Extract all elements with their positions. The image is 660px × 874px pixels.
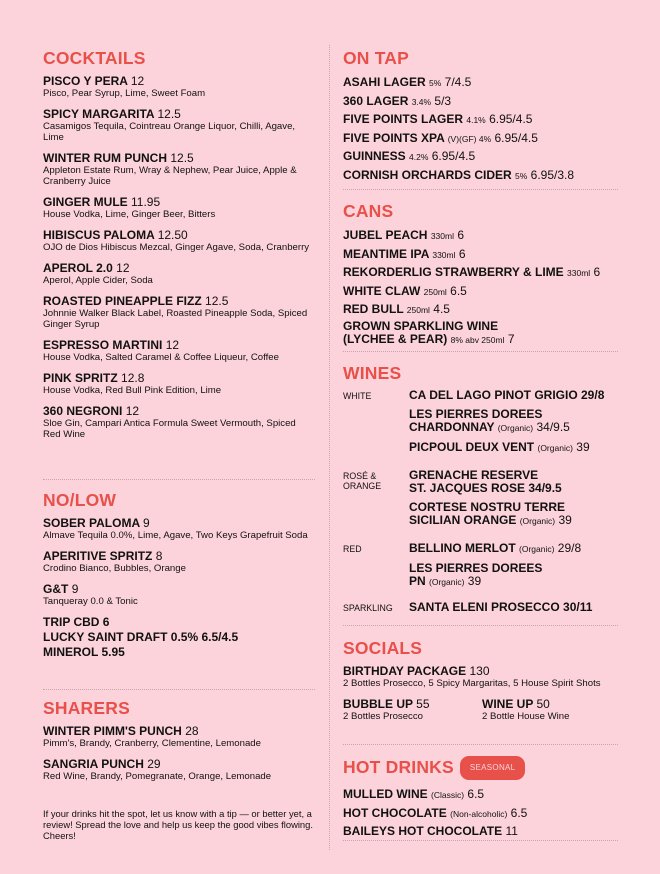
ontap-list bbox=[343, 74, 618, 185]
item-name bbox=[43, 371, 315, 385]
item-detail: 5% bbox=[515, 170, 528, 181]
item-price: 11.95 bbox=[131, 195, 161, 209]
item-detail: 330ml bbox=[430, 231, 454, 241]
social-item: WINE UP 50 2 Bottle House Wine bbox=[482, 697, 570, 722]
item-price: 29 bbox=[147, 757, 161, 771]
item-detail: (Non-alcoholic) bbox=[450, 808, 508, 819]
item-description: Casamigos Tequila, Cointreau Orange Liquor, Chilli, Agave, Lime bbox=[43, 121, 296, 143]
nolow-item bbox=[43, 549, 315, 574]
socials-heading: SOCIALS bbox=[343, 638, 423, 658]
item-price: 9 bbox=[71, 582, 79, 596]
tap-item bbox=[343, 130, 618, 149]
divider bbox=[343, 744, 618, 745]
hotdrink-item bbox=[343, 805, 618, 824]
item-price: 12.50 bbox=[157, 228, 188, 242]
item-title: RED BULL bbox=[343, 302, 404, 316]
item-title: MEANTIME IPA bbox=[343, 246, 429, 261]
item-price: 12.5 bbox=[170, 151, 194, 165]
ontap-heading: ON TAP bbox=[343, 48, 410, 68]
item-name bbox=[43, 549, 315, 563]
item-name bbox=[43, 516, 315, 530]
seasonal-badge: SEASONAL bbox=[460, 756, 526, 780]
item-name bbox=[43, 338, 315, 352]
item-title: SOBER PALOMA bbox=[43, 516, 140, 530]
wine-category-label: WHITE bbox=[343, 391, 372, 401]
item-price: 12 bbox=[130, 74, 145, 88]
wines-section bbox=[343, 363, 618, 620]
item-description: House Vodka, Red Bull Pink Edition, Lime bbox=[43, 385, 222, 396]
wine-item: BELLINO MERLOT (Organic) 29/8 bbox=[409, 541, 582, 555]
item-title: WINTER RUM PUNCH bbox=[43, 151, 167, 165]
sharers-section bbox=[43, 698, 315, 790]
wine-item: LES PIERRES DOREES PN (Organic) 39 bbox=[409, 561, 543, 588]
item-title: FIVE POINTS XPA bbox=[343, 130, 445, 145]
divider bbox=[43, 479, 315, 480]
hotdrink-item bbox=[343, 823, 618, 841]
item-description: Aperol, Apple Cider, Soda bbox=[43, 275, 153, 286]
item-price: 6 bbox=[457, 228, 464, 242]
nolow-item bbox=[43, 516, 315, 541]
wine-item: GRENACHE RESERVE ST. JACQUES ROSE 34/9.5 bbox=[409, 468, 562, 495]
wine-group-white bbox=[343, 389, 618, 455]
item-title: FIVE POINTS LAGER bbox=[343, 112, 464, 126]
cans-section bbox=[343, 201, 618, 347]
cocktail-item bbox=[43, 195, 315, 220]
item-name bbox=[43, 107, 315, 121]
item-description: Pisco, Pear Syrup, Lime, Sweet Foam bbox=[43, 88, 206, 99]
can-item bbox=[343, 301, 618, 320]
ontap-section bbox=[343, 48, 618, 185]
cocktail-item bbox=[43, 404, 315, 440]
item-price: 6.5 bbox=[467, 787, 485, 801]
item-title: GUINNESS bbox=[343, 149, 406, 163]
item-price: 6.95/4.5 bbox=[489, 112, 533, 126]
item-description: Appleton Estate Rum, Wray & Nephew, Pear Juice, Apple & Cranberry Juice bbox=[43, 165, 297, 187]
item-price: 4.5 bbox=[433, 302, 450, 316]
item-detail: (V)(GF) 4% bbox=[447, 133, 492, 144]
item-description: Crodino Bianco, Bubbles, Orange bbox=[43, 563, 186, 574]
item-name bbox=[43, 151, 315, 165]
item-description: Sloe Gin, Campari Antica Formula Sweet Vermouth, Spiced Red Wine bbox=[43, 418, 296, 440]
item-price: 6.95/4.5 bbox=[431, 149, 476, 163]
item-title: CORNISH ORCHARDS CIDER bbox=[343, 167, 512, 182]
divider bbox=[43, 689, 315, 690]
item-detail: 330ml bbox=[432, 249, 456, 260]
nolow-list bbox=[43, 516, 315, 660]
item-title: HIBISCUS PALOMA bbox=[43, 228, 155, 242]
item-description: Johnnie Walker Black Label, Roasted Pineapple Soda, Spiced Ginger Syrup bbox=[43, 308, 308, 330]
item-detail: 4.2% bbox=[409, 152, 429, 162]
column-divider bbox=[329, 45, 330, 850]
item-detail: (Classic) bbox=[431, 790, 465, 800]
nolow-item: TRIP CBD 6 bbox=[43, 615, 110, 629]
hotdrinks-heading: HOT DRINKS SEASONAL bbox=[343, 756, 618, 780]
item-title: SPICY MARGARITA bbox=[43, 107, 155, 121]
cocktail-item bbox=[43, 107, 315, 143]
item-price: 6.95/4.5 bbox=[494, 130, 538, 145]
hotdrinks-section bbox=[343, 756, 618, 841]
social-item: BIRTHDAY PACKAGE 130 2 Bottles Prosecco, 5 Spicy Margaritas, 5 House Spirit Shots bbox=[343, 664, 601, 689]
item-price: 12.5 bbox=[157, 107, 181, 121]
wine-item: PICPOUL DEUX VENT (Organic) 39 bbox=[409, 440, 590, 454]
item-price: 12.5 bbox=[205, 294, 229, 308]
cocktail-item bbox=[43, 371, 315, 396]
item-name bbox=[43, 228, 315, 242]
item-name bbox=[43, 74, 315, 88]
sharer-item bbox=[43, 724, 315, 749]
item-title: APERITIVE SPRITZ bbox=[43, 549, 153, 563]
item-title: APEROL 2.0 bbox=[43, 261, 113, 275]
can-item bbox=[343, 246, 618, 265]
item-detail: 250ml bbox=[423, 286, 447, 297]
wine-category-label: ROSÉ & ORANGE bbox=[343, 471, 382, 491]
cocktails-heading: COCKTAILS bbox=[43, 48, 146, 68]
can-item bbox=[343, 227, 618, 246]
wines-heading: WINES bbox=[343, 363, 402, 383]
cocktail-item bbox=[43, 151, 315, 187]
nolow-heading: NO/LOW bbox=[43, 490, 117, 510]
item-price: 6 bbox=[458, 246, 466, 261]
item-name bbox=[43, 757, 315, 771]
item-name bbox=[43, 294, 315, 308]
item-description: Pimm's, Brandy, Cranberry, Clementine, Lemonade bbox=[43, 738, 261, 749]
cocktails-section bbox=[43, 48, 315, 448]
nolow-section bbox=[43, 490, 315, 660]
item-name bbox=[43, 404, 315, 418]
item-detail: 5% bbox=[429, 78, 442, 88]
wine-category-label: RED bbox=[343, 544, 362, 554]
cocktails-list bbox=[43, 74, 315, 440]
item-description: Tanqueray 0.0 & Tonic bbox=[43, 596, 138, 607]
can-item: GROWN SPARKLING WINE (LYCHEE & PEAR) 8% abv 250ml 7 bbox=[343, 318, 515, 346]
wine-item: CA DEL LAGO PINOT GRIGIO 29/8 bbox=[409, 388, 605, 402]
wine-item: SANTA ELENI PROSECCO 30/11 bbox=[409, 600, 593, 614]
item-title: PINK SPRITZ bbox=[43, 371, 118, 385]
nolow-item bbox=[43, 582, 315, 607]
item-title: MULLED WINE bbox=[343, 787, 428, 801]
item-title: SANGRIA PUNCH bbox=[43, 757, 144, 771]
item-price: 12 bbox=[125, 404, 140, 418]
wine-group-sparkling bbox=[343, 601, 618, 614]
item-description: House Vodka, Lime, Ginger Beer, Bitters bbox=[43, 209, 216, 220]
tap-item bbox=[343, 148, 618, 167]
wine-group-red bbox=[343, 542, 618, 589]
cocktail-item bbox=[43, 261, 315, 286]
item-title: JUBEL PEACH bbox=[343, 228, 428, 242]
tap-item bbox=[343, 167, 618, 186]
item-price: 6.5 bbox=[450, 283, 467, 298]
item-title: HOT CHOCOLATE bbox=[343, 805, 447, 820]
item-detail: 3.4% bbox=[411, 96, 432, 107]
item-title: ESPRESSO MARTINI bbox=[43, 338, 163, 352]
item-price: 7/4.5 bbox=[444, 75, 472, 89]
item-price: 9 bbox=[143, 516, 150, 530]
item-price: 12.8 bbox=[121, 371, 145, 385]
item-detail: 250ml bbox=[406, 305, 430, 315]
item-title: WINTER PIMM'S PUNCH bbox=[43, 724, 182, 738]
item-description: House Vodka, Salted Caramel & Coffee Liqueur, Coffee bbox=[43, 352, 279, 363]
divider bbox=[343, 189, 618, 190]
cocktail-item bbox=[43, 294, 315, 330]
item-detail: 4.1% bbox=[466, 115, 486, 125]
footer-note: If your drinks hit the spot, let us know with a tip — or better yet, a review! Spread the love and help us keep the good vibes flowing. Cheers! bbox=[43, 808, 313, 841]
can-item bbox=[343, 264, 618, 283]
item-description: Red Wine, Brandy, Pomegranate, Orange, Lemonade bbox=[43, 771, 272, 782]
item-price: 6.95/3.8 bbox=[530, 167, 575, 182]
item-title: WHITE CLAW bbox=[343, 283, 421, 298]
can-item bbox=[343, 283, 618, 302]
cans-list bbox=[343, 227, 618, 320]
wine-item: CORTESE NOSTRU TERRE SICILIAN ORANGE (Organic) 39 bbox=[409, 500, 572, 527]
sharers-heading: SHARERS bbox=[43, 698, 130, 718]
wine-item: LES PIERRES DOREES CHARDONNAY (Organic) 34/9.5 bbox=[409, 407, 570, 434]
item-price: 11 bbox=[505, 824, 518, 838]
item-detail: 330ml bbox=[567, 268, 591, 278]
cocktail-item bbox=[43, 228, 315, 253]
item-price: 6.5 bbox=[510, 805, 528, 820]
item-title: ROASTED PINEAPPLE FIZZ bbox=[43, 294, 202, 308]
item-title: G&T bbox=[43, 582, 69, 596]
item-title: REKORDERLIG STRAWBERRY & LIME bbox=[343, 265, 564, 279]
nolow-item: LUCKY SAINT DRAFT 0.5% 6.5/4.5 bbox=[43, 630, 239, 644]
cans-heading: CANS bbox=[343, 201, 394, 221]
cocktail-item bbox=[43, 338, 315, 363]
cocktail-item bbox=[43, 74, 315, 99]
item-price: 28 bbox=[185, 724, 199, 738]
divider bbox=[343, 625, 618, 626]
divider bbox=[343, 840, 618, 841]
item-name bbox=[43, 582, 315, 596]
tap-item bbox=[343, 93, 618, 112]
item-name bbox=[43, 261, 315, 275]
item-title: BAILEYS HOT CHOCOLATE bbox=[343, 824, 503, 838]
item-title: PISCO Y PERA bbox=[43, 74, 128, 88]
sharers-list bbox=[43, 724, 315, 782]
item-description: Almave Tequila 0.0%, Lime, Agave, Two Keys Grapefruit Soda bbox=[43, 530, 308, 541]
item-description: OJO de Dios Hibiscus Mezcal, Ginger Agave, Soda, Cranberry bbox=[43, 242, 310, 253]
item-title: 360 LAGER bbox=[343, 93, 409, 108]
social-item: BUBBLE UP 55 2 Bottles Prosecco bbox=[343, 697, 430, 722]
wine-group-rose bbox=[343, 469, 618, 528]
divider bbox=[343, 351, 618, 352]
nolow-item: MINEROL 5.95 bbox=[43, 645, 125, 659]
item-name bbox=[43, 724, 315, 738]
item-price: 12 bbox=[165, 338, 180, 352]
item-price: 8 bbox=[155, 549, 163, 563]
wine-category-label: SPARKLING bbox=[343, 603, 393, 613]
tap-item bbox=[343, 111, 618, 130]
sharer-item bbox=[43, 757, 315, 782]
item-name bbox=[43, 195, 315, 209]
item-price: 12 bbox=[116, 261, 130, 275]
item-title: ASAHI LAGER bbox=[343, 75, 426, 89]
item-price: 6 bbox=[593, 265, 601, 279]
tap-item bbox=[343, 74, 618, 93]
socials-section bbox=[343, 638, 618, 727]
item-price: 5/3 bbox=[434, 93, 452, 108]
item-title: 360 NEGRONI bbox=[43, 404, 123, 418]
hotdrink-item bbox=[343, 786, 618, 805]
hotdrinks-list bbox=[343, 786, 618, 841]
item-title: GINGER MULE bbox=[43, 195, 128, 209]
